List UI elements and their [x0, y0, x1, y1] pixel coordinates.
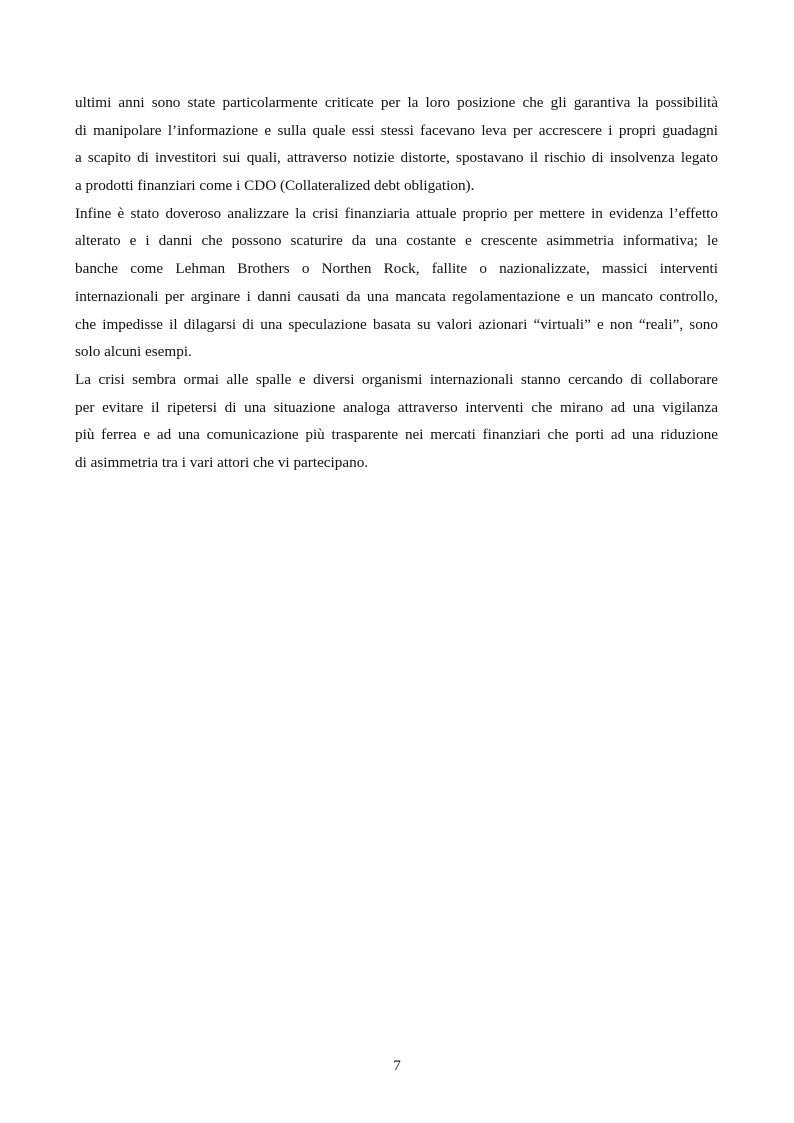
- paragraph-2: [75, 200, 718, 366]
- text-line: a prodotti finanziari come i CDO (Collateralized debt obligation).: [75, 177, 475, 195]
- text-line: alterato e i danni che possono scaturire da una costante e crescente asimmetria informativa; le: [75, 232, 718, 250]
- text-line: ultimi anni sono state particolarmente criticate per la loro posizione che gli garantiva la possibilità: [75, 94, 718, 111]
- paragraph-3: [75, 366, 718, 477]
- text-line: La crisi sembra ormai alle spalle e diversi organismi internazionali stanno cercando di collaborare: [75, 370, 718, 388]
- paragraph-1: [75, 89, 718, 200]
- text-line: più ferrea e ad una comunicazione più trasparente nei mercati finanziari che porti ad una riduzione: [75, 426, 718, 444]
- text-line: a scapito di investitori sui quali, attraverso notizie distorte, spostavano il rischio di insolvenza legato: [75, 149, 718, 167]
- text-line: di asimmetria tra i vari attori che vi partecipano.: [75, 453, 369, 471]
- page-number: 7: [393, 1057, 401, 1074]
- text-line: di manipolare l’informazione e sulla quale essi stessi facevano leva per accrescere i propri guadagni: [75, 121, 718, 139]
- text-line: che impedisse il dilagarsi di una speculazione basata su valori azionari “virtuali” e non “reali”, sono: [75, 315, 718, 333]
- text-line: internazionali per arginare i danni causati da una mancata regolamentazione e un mancato controllo,: [75, 287, 718, 305]
- text-line: Infine è stato doveroso analizzare la crisi finanziaria attuale proprio per mettere in evidenza l’effetto: [75, 204, 718, 222]
- page-body: [75, 89, 718, 477]
- text-line: solo alcuni esempi.: [75, 343, 192, 361]
- text-line: banche come Lehman Brothers o Northen Rock, fallite o nazionalizzate, massici interventi: [75, 260, 718, 278]
- text-line: per evitare il ripetersi di una situazione analoga attraverso interventi che mirano ad una vigilanza: [75, 398, 718, 416]
